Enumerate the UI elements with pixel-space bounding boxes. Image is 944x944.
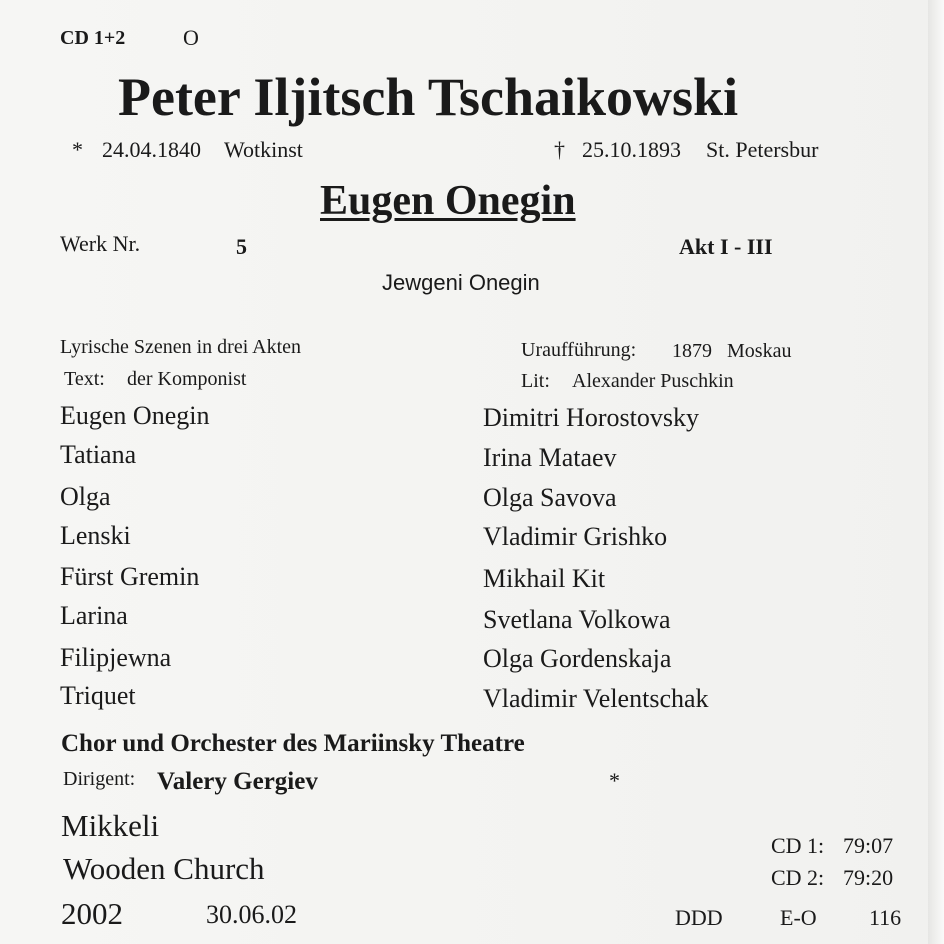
singer-name: Svetlana Volkowa <box>483 605 671 634</box>
singer-name: Vladimir Grishko <box>483 522 668 551</box>
premiere-label: Uraufführung: <box>521 339 637 361</box>
cd-label: CD 1+2 <box>60 27 126 49</box>
singer-name: Mikhail Kit <box>483 564 606 593</box>
composer-name: Peter Iljitsch Tschaikowski <box>118 67 739 127</box>
role-name: Tatiana <box>60 440 137 469</box>
death-place: St. Petersbur <box>706 137 819 162</box>
death-symbol: † <box>554 137 565 162</box>
catalog-number: 116 <box>869 905 902 930</box>
role-name: Fürst Gremin <box>60 562 200 591</box>
recording-date: 30.06.02 <box>206 900 297 929</box>
singer-name: Dimitri Horostovsky <box>483 403 699 432</box>
birth-place: Wotkinst <box>224 137 303 162</box>
venue-place: Wooden Church <box>63 851 265 886</box>
text-value: der Komponist <box>127 368 247 390</box>
cd2-time: 79:20 <box>843 865 894 890</box>
singer-name: Olga Gordenskaja <box>483 644 672 673</box>
death-date: 25.10.1893 <box>582 137 681 162</box>
singer-name: Vladimir Velentschak <box>483 684 709 713</box>
conductor-label: Dirigent: <box>63 768 136 790</box>
recording-type: DDD <box>675 905 723 930</box>
singer-name: Irina Mataev <box>483 443 617 472</box>
cd1-time: 79:07 <box>843 833 894 858</box>
conductor-name: Valery Gergiev <box>157 768 318 795</box>
page-edge-shadow <box>928 0 944 944</box>
recording-year: 2002 <box>61 896 123 931</box>
lit-label: Lit: <box>521 370 550 392</box>
lit-value: Alexander Puschkin <box>572 370 734 392</box>
text-label: Text: <box>64 368 105 390</box>
conductor-mark: * <box>609 768 620 793</box>
singer-name: Olga Savova <box>483 483 617 512</box>
genre: Lyrische Szenen in drei Akten <box>60 336 302 358</box>
marker: O <box>183 25 199 50</box>
premiere-place: Moskau <box>727 340 792 362</box>
role-name: Triquet <box>60 681 136 710</box>
birth-symbol: * <box>72 137 83 162</box>
ensemble: Chor und Orchester des Mariinsky Theatre <box>61 730 525 757</box>
catalog-code: E-O <box>780 905 817 930</box>
work-title: Eugen Onegin <box>320 178 576 224</box>
werk-number: 5 <box>236 234 247 259</box>
birth-date: 24.04.1840 <box>102 137 201 162</box>
role-name: Eugen Onegin <box>60 401 210 430</box>
role-name: Larina <box>60 601 128 630</box>
cd2-label: CD 2: <box>771 865 825 890</box>
venue-city: Mikkeli <box>61 808 160 843</box>
role-name: Lenski <box>60 521 131 550</box>
role-name: Olga <box>60 482 111 511</box>
acts-label: Akt I - III <box>679 234 773 259</box>
role-name: Filipjewna <box>60 643 172 672</box>
cd1-label: CD 1: <box>771 833 825 858</box>
premiere-year: 1879 <box>672 340 712 362</box>
werk-label: Werk Nr. <box>60 231 141 256</box>
alt-title: Jewgeni Onegin <box>382 270 540 295</box>
